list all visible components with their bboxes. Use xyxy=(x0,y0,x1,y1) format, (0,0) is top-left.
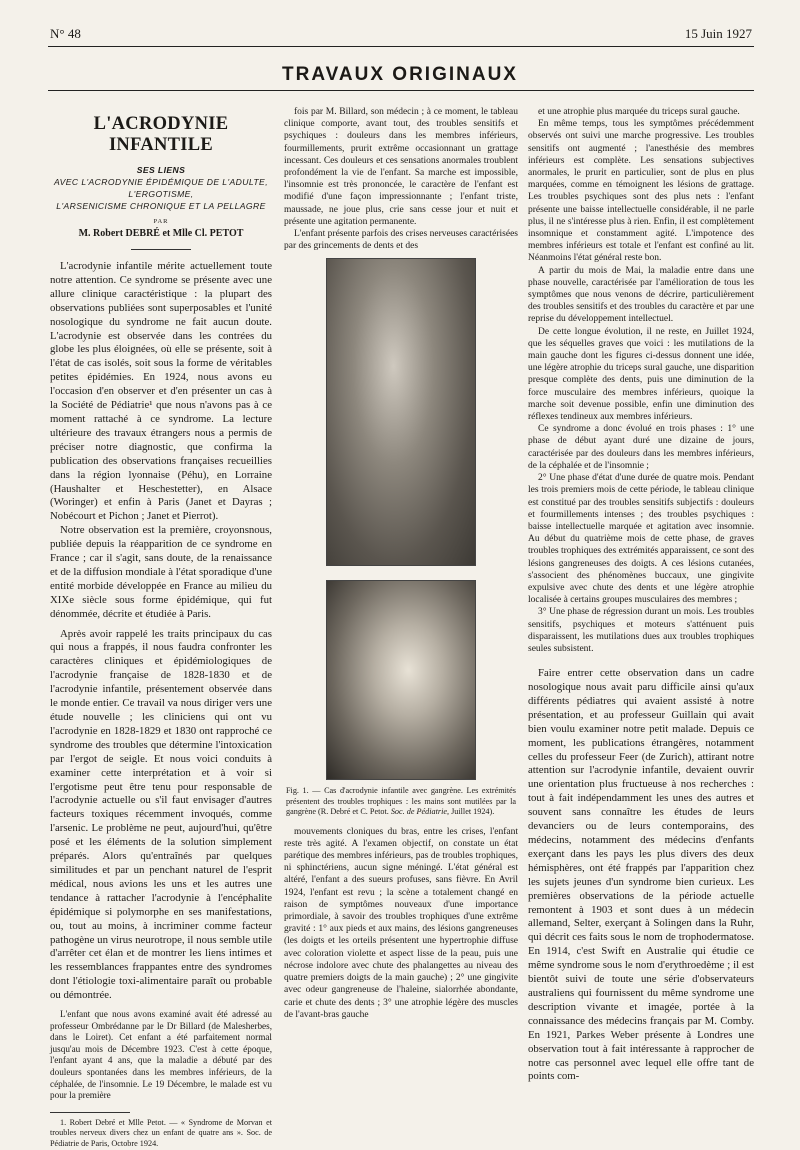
paragraph: fois par M. Billard, son médecin ; à ce moment, le tableau clinique comporte, avant tout, des troubles sensitifs et psychiques : douleurs dans les membres inférieurs, fourmillements, prurit extrême occasionnant un grattage incessant. Ces douleurs et ces sensations anormales troublent profondément la vie de l'enfant. Sa marche est impossible, l'insomnie est très prononcée, le caractère de l'enfant est modifié d'une façon impressionnante ; l'enfant triste, maussade, ne joue plus, crie sans cesse jour et nuit et présente une agitation permanente. xyxy=(284,107,518,227)
paragraph: En même temps, tous les symptômes précédemment observés ont suivi une marche progressive. Les troubles sensitifs ont augmenté ; l'anesthésie des membres inférieurs est complète. Les sensations subjectives anormales, le prurit en particulier, sont de plus en plus marquées, comme en témoignent les lésions de grattage. Les troubles psychiques sont des plus nets : l'enfant présente une baisse intellectuelle considérable, il ne parle plus, il ne s'intéresse plus à rien. Enfin, il est complètement insomnique et constamment agité. L'impotence des membres inférieurs est totale et l'enfant est confiné au lit. Néanmoins l'état général reste bon. xyxy=(528,119,754,264)
child-photograph xyxy=(326,258,476,566)
footnote-rule xyxy=(50,1112,130,1113)
caption-journal: Soc. de Pédiatrie, xyxy=(390,807,450,817)
article-title: L'ACRODYNIE INFANTILE xyxy=(93,114,229,155)
header-rule xyxy=(48,46,754,47)
column-2 xyxy=(284,106,518,1066)
column-1 xyxy=(50,106,272,1148)
paragraph: L'acrodynie infantile mérite actuellement toute notre attention. Ce syndrome se présente avec une allure clinique caractéristique : la plupart des observations publiées sont superposables et l'unité nosologique du syndrome ne fait aucun doute. L'acrodynie est observée dans les contrées du globe les plus éloignées, où elle se présente, soit à l'état de cas isolés, soit sous la forme de véritables petites épidémies. En 1924, nous avons eu l'occasion d'en observer et d'en présenter un cas à la Société de Pédiatrie¹ que nous n'avons pas à ce moment rattaché à ce syndrome. La lecture ultérieure des travaux étrangers nous a permis de préciser notre diagnostic, que confirma la publication des observations françaises recueillies dans la région lyonnaise (Péhu), en Lorraine (Haushalter et Heschestetter), en Alsace (Woringer) et enfin à Paris (Janet et Dayras ; Nobécourt et Pichon ; Janet et Pierrot). xyxy=(50,260,272,523)
column-3 xyxy=(528,106,754,1083)
paragraph: 2° Une phase d'état d'une durée de quatre mois. Pendant les trois premiers mois de cette période, le tableau clinique est constitué par des troubles sensitifs subjectifs : douleurs et fourmillements intenses ; des troubles psychiques : baisse intellectuelle marquée et agitation avec insomnie. Au début du quatrième mois de cette phase, de graves troubles trophiques des extrémités apparaissent, ce sont des lésions gangreneuses des doigts. A ces lésions cutanées, s'associent des phénomènes buccaux, une gingivite expulsive avec chute des dents et une légère atrophie localisée à certains groupes musculaires des membres ; xyxy=(528,473,754,606)
issue-number: N° 48 xyxy=(50,26,81,41)
subtitle-line-4: L'ARSENICISME CHRONIQUE ET LA PELLAGRE xyxy=(56,201,266,211)
caption-text: Fig. 1. — Cas d'acrodynie infantile avec gangrène. Les extrémités présentent des troubles trophiques : les mains sont mutilées par la gangrène (R. Debré et C. Petot. xyxy=(286,786,516,817)
paragraph: L'enfant que nous avons examiné avait été adressé au professeur Ombrédanne par le Dr Billard (de Malesherbes, dans le Loiret). Cet enfant a été parfaitement normal jusqu'au mois de Décembre 1923. C'est à cette époque, l'enfant ayant 4 ans, que la maladie a débuté par des douleurs spontanées dans les membres inférieurs, de la céphalée, de l'insomnie. Le 19 Décembre, le malade est vu pour la première xyxy=(50,1009,272,1101)
paragraph: et une atrophie plus marquée du triceps sural gauche. xyxy=(538,107,740,117)
section-title: TRAVAUX ORIGINAUX xyxy=(282,64,518,85)
title-divider xyxy=(131,249,191,250)
by-line: PAR xyxy=(153,218,169,225)
subtitle-line-1: SES LIENS xyxy=(136,165,186,175)
subtitle-line-3: L'ERGOTISME, xyxy=(128,189,194,199)
authors: M. Robert DEBRÉ et Mlle Cl. PETOT xyxy=(78,228,244,239)
section-rule xyxy=(48,90,754,91)
subtitle-line-2: AVEC L'ACRODYNIE ÉPIDÉMIQUE DE L'ADULTE, xyxy=(54,177,268,187)
footnote: 1. Robert Debré et Mlle Petot. — « Syndrome de Morvan et troubles nerveux divers chez un enfant de quatre ans ». Soc. de Pédiatrie de Paris, Octobre 1924. xyxy=(50,1117,272,1148)
issue-date: 15 Juin 1927 xyxy=(684,26,752,41)
paragraph: Faire entrer cette observation dans un cadre nosologique nous avait paru difficile ainsi qu'aux différents pédiatres qui avaient assisté à notre présentation, et au professeur Guillain qui avait bien voulu examiner notre petit malade. Depuis ce moment, les publications étrangères, notamment celles du professeur Feer (de Zurich), attirant notre attention sur l'acrodynie infantile, devaient ouvrir une orientation plus fructueuse à nos recherches : tout à fait indépendamment les unes des autres et souvent sans connaître les études de leurs devanciers ou de leurs contemporains, des médecins, notamment des médecins d'enfants exerçant dans les pays les plus divers des deux hémisphères, ont été frappés par l'apparition chez les sujets jeunes d'un syndrome bien curieux. Les premières observations de la période actuelle remontent à 1903 et sont dues à un médecin allemand, Selter, exerçant à Solingen dans la Ruhr, qui décrit ces faits sous le nom de trophodermatose. En 1914, c'est Swift en Australie qui étudie ce même syndrome sous le nom d'erythroedème ; il est bientôt suivi de toute une série d'observateurs australiens qui fournissent du même syndrome une description vivante et imagée, portée à la connaissance des médecins français par M. Comby. En 1921, Parkes Weber présente à Londres une observation tout à fait intéressante à rapprocher de notre cas personnel avec lequel elle offre tant de points com- xyxy=(528,667,754,1083)
hands-photograph xyxy=(326,580,476,780)
paragraph: De cette longue évolution, il ne reste, en Juillet 1924, que les séquelles graves que voici : les mutilations de la main gauche dont les figures ci-dessus donnent une idée, une légère atrophie du triceps sural gauche, une disparition presque complète des dents, puis une diminution de la force musculaire des membres inférieurs, quoique la marche soit devenue possible, enfin une diminution des réflexes tendineux aux membres inférieurs. xyxy=(528,326,754,423)
paragraph: mouvements cloniques du bras, entre les crises, l'enfant reste très agité. A l'examen objectif, on constate un état parétique des membres inférieurs, pas de troubles trophiques, ni sphinctériens, aucun signe méningé. L'état général est altéré, l'enfant a des sueurs profuses, sans fièvre. En Avril 1924, l'enfant est revu ; la scène a totalement changé en raison de symptômes nouveaux d'une importance primordiale, à savoir des troubles trophiques d'une extrême gravité : 1° aux pieds et aux mains, des lésions gangreneuses (les doigts et les orteils présentent une hypertrophie diffuse avec coloration violette et aspect lisse de la peau, puis une nécrose indolore avec chute des phalangettes au niveau des quatre premiers doigts de la main gauche) ; 2° une gingivite avec odeur gangreneuse de l'haleine, sialorrhée abondante, carie et chute des dents ; 3° une atrophie légère des muscles de l'avant-bras gauche xyxy=(284,826,518,1020)
paragraph: L'enfant présente parfois des crises nerveuses caractérisées par des grincements de dents et des xyxy=(284,229,518,252)
paragraph: Notre observation est la première, croyonsnous, publiée depuis la réapparition de ce syndrome en France ; car il s'agit, sans doute, de la renaissance et de la diffusion mondiale à l'état sporadique d'une entité morbide développée en France au milieu du XIXe siècle sous forme épidémique, qui fut dénommée, décrite et étudiée à Paris. xyxy=(50,524,272,620)
paragraph: 3° Une phase de régression durant un mois. Les troubles sensitifs, psychiques et moteurs s'atténuent puis disparaissent, les mutilations dues aux troubles trophiques seules subsistent. xyxy=(528,607,754,654)
figure-caption xyxy=(286,786,516,817)
paragraph: A partir du mois de Mai, la maladie entre dans une phase nouvelle, caractérisée par l'amélioration de tous les symptômes que nous venons de décrire, particulièrement des troubles sensitifs et des troubles du caractère et par une reprise du développement intellectuel. xyxy=(528,265,754,325)
paragraph: Après avoir rappelé les traits principaux du cas qui nous a frappés, il nous faudra confronter les caractères cliniques et épidémiologiques de l'acrodynie française de 1828-1830 et de l'acrodynie infantile, présentement observée dans le monde entier. Ce travail va nous diriger vers une étude nouvelle ; les cliniciens qui ont vu l'acrodynie en 1828-1829 et 1830 ont rapproché ce syndrome des troubles que détermine l'intoxication par l'ergot de seigle. Et nous voici conduits à examiner cette interprétation et à voir si l'ergotisme peut être tenu pour responsable de l'acrodynie actuelle ou s'il faut envisager d'autres facteurs toxiques récemment invoqués, comme l'arsenic. Le problème ne peut, aujourd'hui, qu'être posé et les éléments de la solution simplement préparés. Alors qu'entraînés par quelques similitudes et par un penchant naturel de l'esprit médical, nous avions les uns et les autres une tendance à rattacher l'acrodynie à l'encéphalite épidémique si polymorphe en ses manifestations, ou, tout au moins, à incriminer comme facteur pathogène un virus neurotrope, il nous semble utile d'arrêter cet élan et de montrer les liens intimes et les ressemblances frappantes entre des syndromes dont l'étiologie toxi-alimentaire paraît ou probable ou démontrée. xyxy=(50,627,272,1002)
caption-date: Juillet 1924). xyxy=(451,807,495,817)
paragraph: Ce syndrome a donc évolué en trois phases : 1° une phase de début ayant duré une dizaine de jours, caractérisée par des douleurs dans les membres inférieurs, de la céphalée et de l'insomnie ; xyxy=(528,424,754,471)
